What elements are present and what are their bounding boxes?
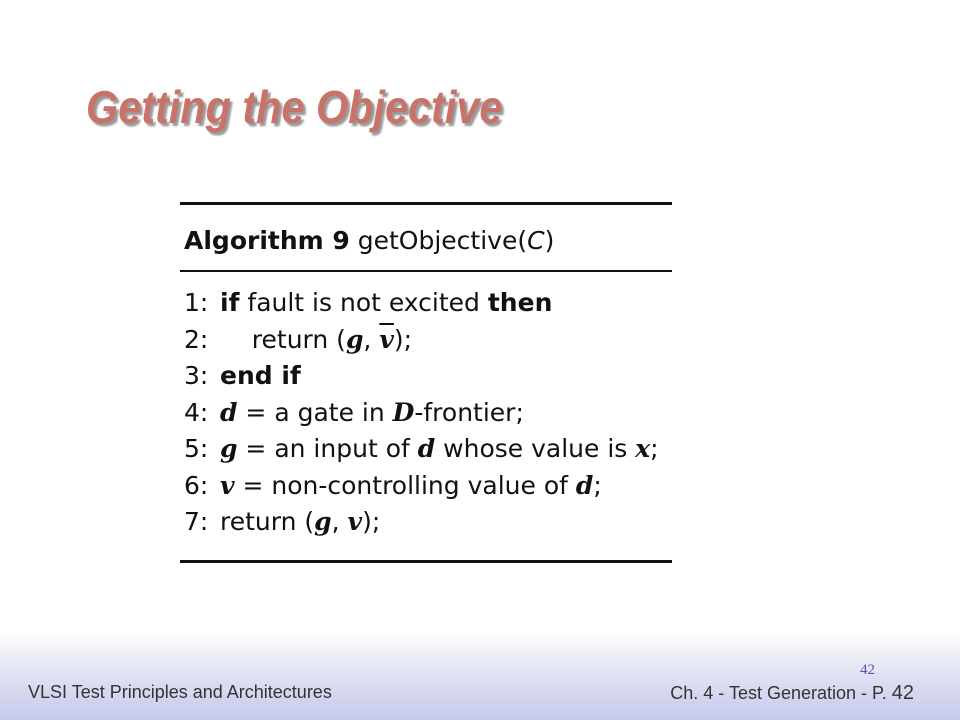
- line-number: 3:: [184, 361, 209, 390]
- line-token: d: [220, 397, 238, 427]
- line-token: = an input of: [237, 434, 418, 463]
- line-token: );: [393, 324, 413, 354]
- algorithm-line-6: [184, 471, 602, 501]
- line-token: v: [347, 507, 363, 536]
- algorithm-param: C: [527, 226, 545, 255]
- footer-course-title: VLSI Test Principles and Architectures: [28, 682, 332, 702]
- slide-number: 42: [860, 662, 875, 678]
- algorithm-header: [184, 226, 554, 255]
- line-number: 5:: [184, 434, 209, 463]
- line-token: $\overline{v}$: [379, 324, 394, 354]
- line-number: 1:: [184, 288, 209, 317]
- algorithm-box: [180, 202, 672, 564]
- line-number: 2:: [184, 324, 209, 354]
- line-token: ;: [650, 434, 659, 463]
- algorithm-line-7: [184, 507, 380, 537]
- line-token: fault is not excited: [239, 288, 488, 317]
- line-number: 4:: [184, 397, 209, 427]
- line-token: return (: [220, 507, 315, 536]
- line-token: -frontier;: [414, 397, 524, 427]
- line-token: );: [362, 507, 381, 536]
- line-token: ;: [593, 470, 602, 500]
- bottom-rule: [180, 560, 672, 563]
- line-token: = non-controlling value of: [234, 470, 576, 500]
- footer-page-number: 42: [891, 682, 914, 704]
- line-token: then: [487, 288, 553, 317]
- algorithm-name: getObjective(: [357, 226, 528, 255]
- line-token: g: [345, 324, 364, 354]
- footer-chapter-text: Ch. 4 - Test Generation - P.: [670, 683, 887, 703]
- line-token: v: [220, 470, 235, 500]
- line-token: g: [220, 434, 238, 463]
- algorithm-close: ): [544, 226, 555, 255]
- line-number: 7:: [184, 507, 209, 536]
- line-token: ,: [363, 324, 380, 354]
- algorithm-label: Algorithm 9: [184, 226, 350, 255]
- line-token: if: [220, 288, 240, 317]
- line-token: D: [392, 397, 415, 427]
- slide-title: Getting the Objective: [86, 81, 503, 133]
- top-rule: [180, 202, 672, 205]
- line-token: = a gate in: [237, 397, 393, 427]
- footer-chapter: [670, 682, 914, 705]
- line-token: x: [635, 434, 651, 463]
- line-token: whose value is: [435, 434, 636, 463]
- line-token: d: [417, 434, 436, 463]
- line-token: return (: [220, 324, 346, 354]
- line-token: d: [575, 470, 594, 500]
- line-token: g: [314, 507, 332, 536]
- header-rule: [180, 270, 672, 272]
- line-number: 6:: [184, 470, 209, 500]
- footer-band: [0, 632, 960, 720]
- algorithm-line-5: [184, 434, 659, 464]
- algorithm-line-1: [184, 288, 552, 318]
- algorithm-line-3: [184, 361, 301, 391]
- line-token: end if: [220, 361, 301, 390]
- line-token: ,: [331, 507, 348, 536]
- algorithm-line-2: [184, 325, 412, 355]
- algorithm-line-4: [184, 398, 524, 428]
